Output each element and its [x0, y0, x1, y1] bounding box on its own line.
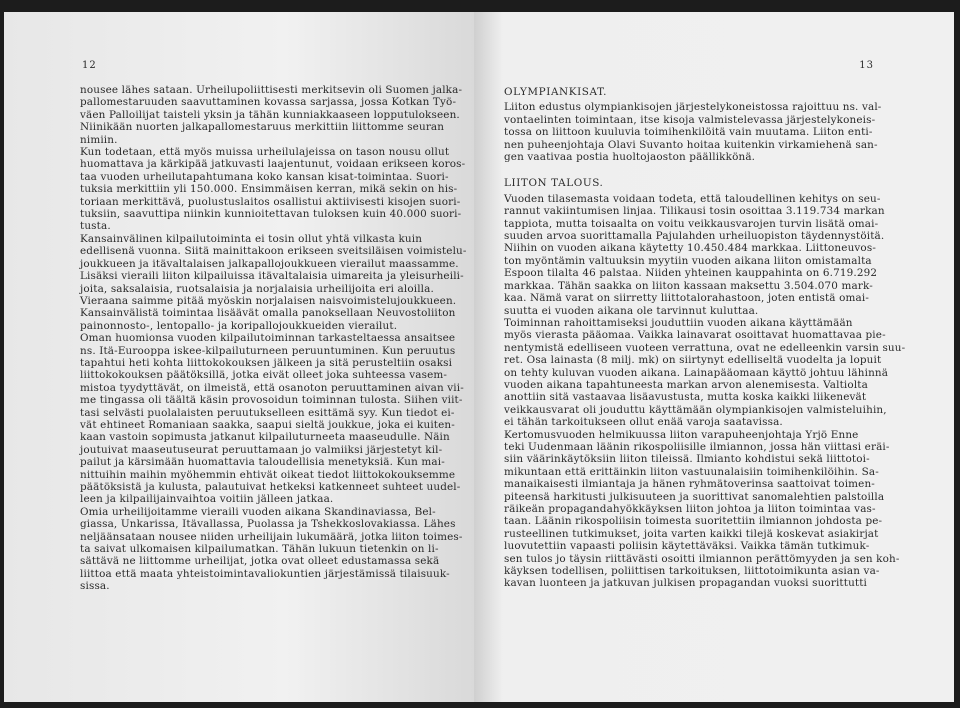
text-line: kaan vastoin sopimusta jatkanut kilpailuturneeta maaseudulle. Näin [80, 431, 450, 444]
text-line: tuksia merkittiin yli 150.000. Ensimmäisen kerran, mikä sekin on his- [80, 183, 458, 196]
text-line: gen vaativaa postia huoltojaoston päällikkönä. [504, 151, 756, 164]
text-line: ret. Osa lainasta (8 milj. mk) on siirtynyt edelliseltä vuodelta ja lopuit [504, 354, 882, 367]
text-line: Kun todetaan, että myös muissa urheilulajeissa on tason nousu ollut [80, 146, 450, 159]
text-line: veikkausvarat oli jouduttu käyttämään olympiankisojen valmisteluihin, [504, 403, 887, 416]
section-heading: LIITON TALOUS. [504, 177, 604, 190]
text-line: siin väärinkäytöksiin liiton tileissä. Ilmianto kohdistui sekä liittotoi- [504, 453, 870, 466]
section-heading: OLYMPIANKISAT. [504, 86, 607, 98]
text-line: giassa, Unkarissa, Itävallassa, Puolassa ja Tshekkoslovakiassa. Lähes [80, 518, 456, 531]
text-line: anottiin sitä vastaavaa lisäavustusta, mutta koska kaikki liikenevät [504, 391, 867, 404]
text-line: Kansainvälistä toimintaa lisäävät omalla panoksellaan Neuvostoliiton [80, 307, 456, 320]
text-line: sen tulos jo täysin riittävästi osoitti ilmiannon perättömyyden ja sen koh- [504, 552, 900, 565]
text-line: Lisäksi vieraili liiton kilpailuissa itävaltalaisia uimareita ja yleisurheili- [80, 270, 464, 283]
text-line: markkaa. Tähän saakka on liiton kassaan maksettu 3.504.070 mark- [504, 279, 873, 292]
text-line: sättävä ne liittomme urheilijat, jotka ovat olleet edustamassa sekä [80, 555, 440, 568]
text-line: vontaelinten toimintaan, itse kisoja valmistelevassa järjestelykoneis- [504, 113, 876, 126]
text-line: manaikaisesti ilmiantaja ja hänen ryhmätoverinsa saattoivat toimen- [504, 478, 875, 491]
text-line: Espoon tilalta 46 palstaa. Niiden yhteinen kauppahinta on 6.719.292 [504, 267, 878, 280]
text-line: ns. Itä-Eurooppa iskee-kilpailuturneen peruuntuminen. Kun peruutus [80, 344, 456, 357]
text-line: painonnosto-, lentopallo- ja koripallojoukkueiden vierailut. [80, 319, 398, 332]
text-line: piteensä harkitusti julkisuuteen ja suorittivat sanomalehtien palstoilla [504, 490, 885, 503]
text-line: toriaan merkittävä, puolustuslaitos osallistui aktiivisesti kisojen suori- [80, 195, 461, 208]
text-line: huomattava ja kärkipää jatkuvasti laajentunut, voidaan erikseen koros- [80, 158, 466, 171]
text-line: nentymistä edelliseen vuoteen verrattuna, ovat ne edelleenkin varsin suu- [504, 341, 906, 354]
text-line: tusta. [80, 220, 111, 233]
text-line: joukkueen ja itävaltalaisen jalkapallojoukkueen vierailut maassamme. [80, 257, 459, 270]
text-line: rannut vakiintumisen linjaa. Tilikausi tosin osoittaa 3.119.734 markan [504, 205, 885, 218]
section-spacer [504, 163, 896, 177]
text-line: ton myöntämin valtuuksin myytiin vuoden aikana liiton omistamalta [504, 254, 872, 267]
text-line: räikeän propagandahyökkäyksen liiton johtoa ja liiton toimintaa vas- [504, 503, 876, 515]
text-line: käyksen todellisen, poliittisen tarkoituksen, liittotoimikunta asian va- [504, 565, 880, 578]
text-line: tapahtui heti kohta liittokokouksen jälkeen ja sitä perusteltiin osaksi [80, 356, 453, 369]
text-line: tuksiin, saavuttipa niinkin kunnioitettavan tuloksen kuin 40.000 suori- [80, 208, 462, 221]
text-line: Toiminnan rahoittamiseksi jouduttiin vuoden aikana käyttämään [504, 316, 853, 329]
text-line: taan. Läänin rikospoliisin toimesta suoritettiin ilmiannon johdosta pe- [504, 515, 883, 528]
text-line: joita, saksalaisia, ruotsalaisia ja norjalaisia urheilijoita eri aloilla. [80, 282, 434, 295]
text-line: nittuihin maihin myöhemmin ehtivät oikeat tiedot liittokokouksemme [80, 468, 456, 481]
text-line: luovutettiin vapaasti poliisin käytettäväksi. Vaikka tämän tutkimuk- [504, 540, 870, 553]
text-line: ta saivat ulkomaisen kilpailumatkan. Tähän lukuun tietenkin on li- [80, 543, 439, 556]
text-line: tossa on liittoon kuuluvia toimihenkilöitä vain muutama. Liiton enti- [504, 126, 873, 139]
text-line: vuoden aikana tapahtuneesta markan arvon alenemisesta. Valtiolta [504, 378, 868, 391]
text-line: vät ehtineet Romaniaan saakka, saapui sieltä joukkue, joka ei kuiten- [80, 418, 455, 431]
book-spread [4, 12, 954, 702]
text-line: neljäänsataan nousee niiden urheilijain lukumäärä, jotka liiton toimes- [80, 530, 463, 543]
text-line: edellisenä vuonna. Siitä mainittakoon erikseen sveitsiläisen voimistelu- [80, 245, 467, 258]
text-line: suuden arvoa suorittamalla Pajulahden urheiluopiston täydennystöitä. [504, 230, 885, 243]
text-line: Liiton edustus olympiankisojen järjestelykoneistossa rajoittuu ns. val- [504, 101, 882, 114]
text-line: Kertomusvuoden helmikuussa liiton varapuheenjohtaja Yrjö Enne [504, 428, 859, 441]
text-line: nousee lähes sataan. Urheilupoliittisesti merkitsevin oli Suomen jalka- [80, 84, 463, 96]
right-page [474, 12, 954, 702]
text-line: nimiin. [80, 133, 118, 146]
text-line: väen Palloilijat taisteli yksin ja tähän kunniakkaaseen lopputulokseen. [80, 108, 460, 121]
text-line: on tehty kuluvan vuoden aikana. Lainapääomaan käyttö johtuu lähinnä [504, 366, 889, 379]
text-line: päätöksistä ja kulusta, palautuivat hetkeksi katkenneet suhteet uudel- [80, 481, 461, 493]
text-line: rusteellinen tutkimukset, joita varten kaikki tilejä koskevat asiakirjat [504, 527, 879, 540]
text-line: mikuntaan että erittäinkin liiton vastuunalaisiin toimihenkilöihin. Sa- [504, 465, 879, 478]
text-line: taa vuoden urheilutapahtumana koko kansan kisat-toimintaa. Suori- [80, 170, 449, 183]
text-line: Vuoden tilasemasta voidaan todeta, että taloudellinen kehitys on seu- [504, 192, 881, 205]
text-line: teki Uudenmaan läänin rikospoliisille ilmiannon, jossa hän viittasi eräi- [504, 440, 890, 453]
text-line: Vieraana saimme pitää myöskin norjalaisen naisvoimistelujoukkueen. [80, 294, 457, 307]
text-line: me tingassa oli täältä käsin provosoidun toiminnan tulosta. Siihen viit- [80, 394, 463, 407]
left-page-body [80, 84, 467, 593]
text-line: nen puheenjohtaja Olavi Suvanto hoitaa kuitenkin virkamiehenä san- [504, 138, 878, 151]
text-line: mistoa tyydyttävät, on ilmeistä, että osanoton peruuttaminen aivan vii- [80, 381, 464, 394]
text-line: Omia urheilijoitamme vieraili vuoden aikana Skandinaviassa, Bel- [80, 505, 436, 518]
text-line: myös vierasta pääomaa. Vaikka lainavarat osoittavat huomattavaa pie- [504, 329, 886, 342]
right-page-body [504, 86, 906, 590]
text-line: suutta ei vuoden aikana ole tarvinnut kuluttaa. [504, 304, 759, 317]
text-line: liittoa että maata yhteistoimintavaliokuntien järjestämissä tilaisuuk- [80, 567, 450, 580]
text-line: Kansainvälinen kilpailutoiminta ei tosin ollut yhtä vilkasta kuin [80, 232, 423, 245]
text-line: leen ja kilpailijainvaihtoa voitiin jälleen jatkaa. [80, 493, 334, 506]
page-number-left: 12 [82, 60, 97, 71]
text-line: liittokokouksen päätöksillä, jotka eivät olleet joka suhteessa vasem- [80, 369, 448, 382]
text-line: kaa. Nämä varat on siirretty liittotalorahastoon, joten entistä omai- [504, 292, 869, 305]
text-line: joutuivat maaseutuseurat peruuttamaan jo valmiiksi järjestetyt kil- [80, 443, 443, 456]
page-number-right: 13 [859, 60, 874, 71]
text-line: ei tähän tarkoitukseen ollut enää varoja saatavissa. [504, 416, 783, 429]
text-line: Niinikään nuorten jalkapallomestaruus merkittiin liittomme seuran [80, 121, 445, 134]
text-line: Niihin on vuoden aikana käytetty 10.450.484 markkaa. Liittoneuvos- [504, 242, 876, 255]
text-line: sissa. [80, 580, 110, 593]
text-line: tappiota, mutta toisaalta on voitu veikkausvarojen turvin lisätä omai- [504, 217, 879, 230]
text-line: pallomestaruuden saavuttaminen kovassa sarjassa, jossa Kotkan Työ- [80, 96, 457, 109]
text-line: pailut ja kärsimään huomattavia taloudellisia menetyksiä. Kun mai- [80, 456, 445, 469]
text-line: kavan luonteen ja jatkuvan julkisen propagandan vuoksi suorittutti [504, 577, 868, 590]
text-line: Oman huomionsa vuoden kilpailutoiminnan tarkasteltaessa ansaitsee [80, 332, 456, 345]
left-page [4, 12, 474, 702]
text-line: tasi selvästi puolalaisten peruutukselleen esittämä syy. Kun tiedot ei- [80, 406, 455, 419]
